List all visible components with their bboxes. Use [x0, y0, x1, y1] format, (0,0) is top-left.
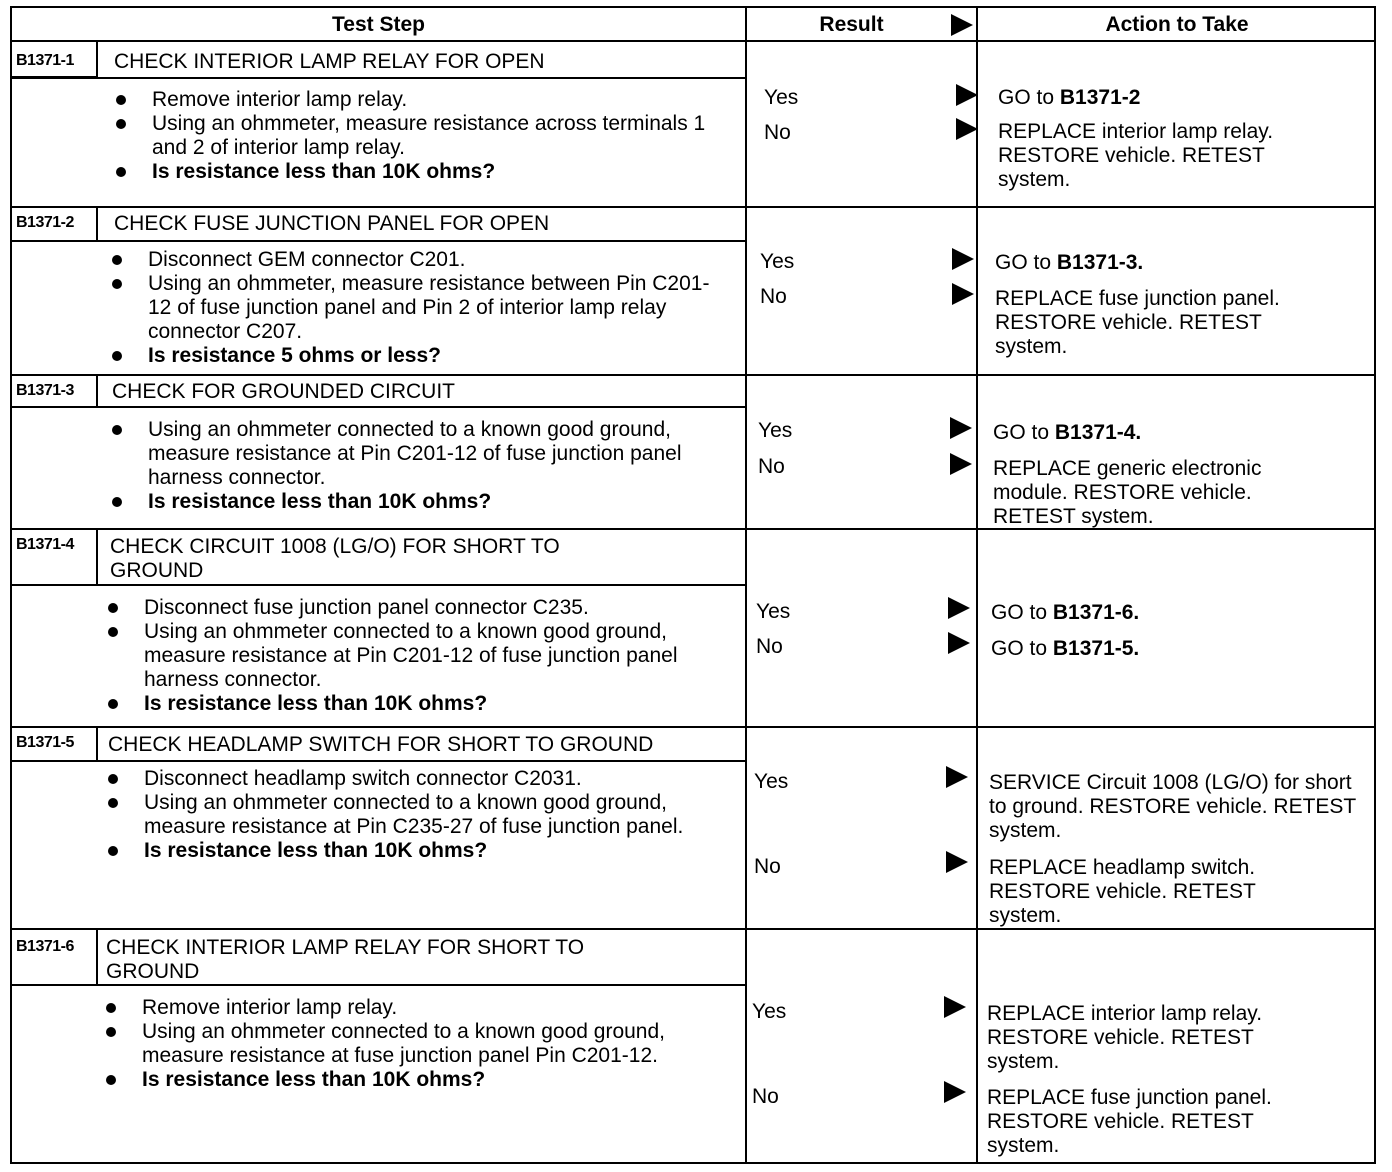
- header-arrow-icon: [951, 14, 973, 36]
- bullet-item: Using an ohmmeter connected to a known good ground, measure resistance at Pin C201-12 of fuse junction panel harness connector.: [108, 620, 708, 692]
- step-title-divider: [12, 760, 745, 762]
- action-yes-goto: B1371-3.: [1056, 251, 1144, 274]
- bullet-item: Using an ohmmeter connected to a known good ground, measure resistance at Pin C235-27 of fuse junction panel.: [108, 791, 708, 839]
- step-title-divider: [12, 77, 745, 79]
- bullet-item: Using an ohmmeter, measure resistance across terminals 1 and 2 of interior lamp relay.: [116, 112, 716, 160]
- action-yes-goto: B1371-6.: [1052, 601, 1140, 624]
- step-id: B1371-4: [16, 536, 74, 553]
- arrow-yes-icon: [944, 996, 966, 1018]
- action-no-text: GO to: [991, 637, 1053, 660]
- result-no: No: [760, 285, 787, 308]
- step-title: CHECK HEADLAMP SWITCH FOR SHORT TO GROUND: [108, 733, 654, 756]
- arrow-yes-icon: [948, 597, 970, 619]
- header-action: Action to Take: [978, 8, 1376, 42]
- header-result: [747, 8, 976, 42]
- action-no: [991, 637, 1351, 661]
- arrow-no-icon: [952, 283, 974, 305]
- action-yes-text: GO to: [995, 251, 1057, 274]
- bullet-question: Is resistance less than 10K ohms?: [112, 490, 732, 514]
- header-result-label: Result: [819, 13, 884, 36]
- step-id: B1371-3: [16, 382, 74, 399]
- arrow-yes-icon: [956, 84, 978, 106]
- bullet-item: Remove interior lamp relay.: [106, 996, 706, 1020]
- step-title-divider: [12, 240, 745, 242]
- action-yes-text: GO to: [991, 601, 1053, 624]
- arrow-no-icon: [948, 632, 970, 654]
- arrow-yes-icon: [950, 417, 972, 439]
- step-id: B1371-1: [16, 52, 74, 69]
- action-yes-text: GO to: [998, 86, 1060, 109]
- bullet-item: Remove interior lamp relay.: [116, 88, 716, 112]
- step-title-divider: [12, 406, 745, 408]
- step-divider: [12, 726, 1376, 728]
- step-bullets: [112, 248, 722, 368]
- bullet-item: Using an ohmmeter connected to a known good ground, measure resistance at Pin C201-12 of fuse junction panel harness connector.: [112, 418, 732, 490]
- bullet-item: Using an ohmmeter, measure resistance between Pin C201-12 of fuse junction panel and Pin 2 of interior lamp relay connector C207.: [112, 272, 722, 344]
- step-bullets: [112, 418, 732, 514]
- action-yes-goto: B1371-2: [1059, 86, 1141, 109]
- action-no: REPLACE fuse junction panel. RESTORE vehicle. RETEST system.: [995, 287, 1280, 358]
- action-yes: [995, 251, 1355, 275]
- arrow-no-icon: [956, 118, 978, 140]
- action-no: REPLACE generic electronic module. RESTORE vehicle. RETEST system.: [993, 457, 1262, 528]
- bullet-item: Disconnect GEM connector C201.: [112, 248, 722, 272]
- step-title: CHECK CIRCUIT 1008 (LG/O) FOR SHORT TO GROUND: [110, 535, 560, 582]
- action-no: REPLACE headlamp switch. RESTORE vehicle. RETEST system.: [989, 856, 1256, 927]
- step-bullets: [116, 88, 716, 184]
- bullet-question: Is resistance less than 10K ohms?: [108, 839, 708, 863]
- bullet-question: Is resistance less than 10K ohms?: [108, 692, 708, 716]
- step-title: CHECK FUSE JUNCTION PANEL FOR OPEN: [114, 212, 550, 235]
- step-divider: [12, 374, 1376, 376]
- bullet-item: Disconnect fuse junction panel connector C235.: [108, 596, 708, 620]
- action-no-goto: B1371-5.: [1052, 637, 1140, 660]
- step-title: CHECK INTERIOR LAMP RELAY FOR OPEN: [114, 50, 545, 73]
- result-yes: Yes: [756, 600, 791, 623]
- step-title: CHECK INTERIOR LAMP RELAY FOR SHORT TO GROUND: [106, 936, 585, 983]
- result-no: No: [754, 855, 781, 878]
- action-yes: SERVICE Circuit 1008 (LG/O) for short to ground. RESTORE vehicle. RETEST system.: [989, 771, 1356, 842]
- action-yes: [993, 421, 1353, 445]
- step-divider: [12, 206, 1376, 208]
- arrow-no-icon: [944, 1081, 966, 1103]
- step-id: B1371-5: [16, 734, 74, 751]
- bullet-question: Is resistance less than 10K ohms?: [116, 160, 716, 184]
- step-divider: [12, 928, 1376, 930]
- header-test-step: Test Step: [12, 8, 745, 42]
- result-yes: Yes: [764, 86, 799, 109]
- step-title-divider: [12, 984, 745, 986]
- bullet-item: Disconnect headlamp switch connector C2031.: [108, 767, 708, 791]
- column-divider-result: [745, 8, 747, 1162]
- step-bullets: [106, 996, 706, 1092]
- result-no: No: [758, 455, 785, 478]
- action-no: REPLACE fuse junction panel. RESTORE vehicle. RETEST system.: [987, 1086, 1272, 1157]
- action-yes: [998, 86, 1358, 110]
- arrow-yes-icon: [952, 248, 974, 270]
- action-no: REPLACE interior lamp relay. RESTORE vehicle. RETEST system.: [998, 120, 1274, 191]
- action-yes: REPLACE interior lamp relay. RESTORE vehicle. RETEST system.: [987, 1002, 1263, 1073]
- action-yes-text: GO to: [993, 421, 1055, 444]
- arrow-no-icon: [946, 851, 968, 873]
- action-yes: [991, 601, 1351, 625]
- step-id: B1371-2: [16, 214, 74, 231]
- bullet-question: Is resistance 5 ohms or less?: [112, 344, 722, 368]
- step-title: CHECK FOR GROUNDED CIRCUIT: [112, 380, 456, 403]
- step-id: B1371-6: [16, 938, 74, 955]
- result-no: No: [764, 121, 791, 144]
- bullet-item: Using an ohmmeter connected to a known good ground, measure resistance at fuse junction panel Pin C201-12.: [106, 1020, 706, 1068]
- step-title-divider: [12, 584, 745, 586]
- result-yes: Yes: [758, 419, 793, 442]
- column-divider-action: [976, 8, 978, 1162]
- result-yes: Yes: [754, 770, 789, 793]
- bullet-question: Is resistance less than 10K ohms?: [106, 1068, 706, 1092]
- arrow-yes-icon: [946, 766, 968, 788]
- step-divider: [12, 528, 1376, 530]
- result-yes: Yes: [760, 250, 795, 273]
- result-no: No: [752, 1085, 779, 1108]
- action-yes-goto: B1371-4.: [1054, 421, 1142, 444]
- result-yes: Yes: [752, 1000, 787, 1023]
- step-bullets: [108, 596, 708, 716]
- arrow-no-icon: [950, 453, 972, 475]
- result-no: No: [756, 635, 783, 658]
- diagnostic-table: [10, 6, 1376, 1164]
- step-bullets: [108, 767, 708, 863]
